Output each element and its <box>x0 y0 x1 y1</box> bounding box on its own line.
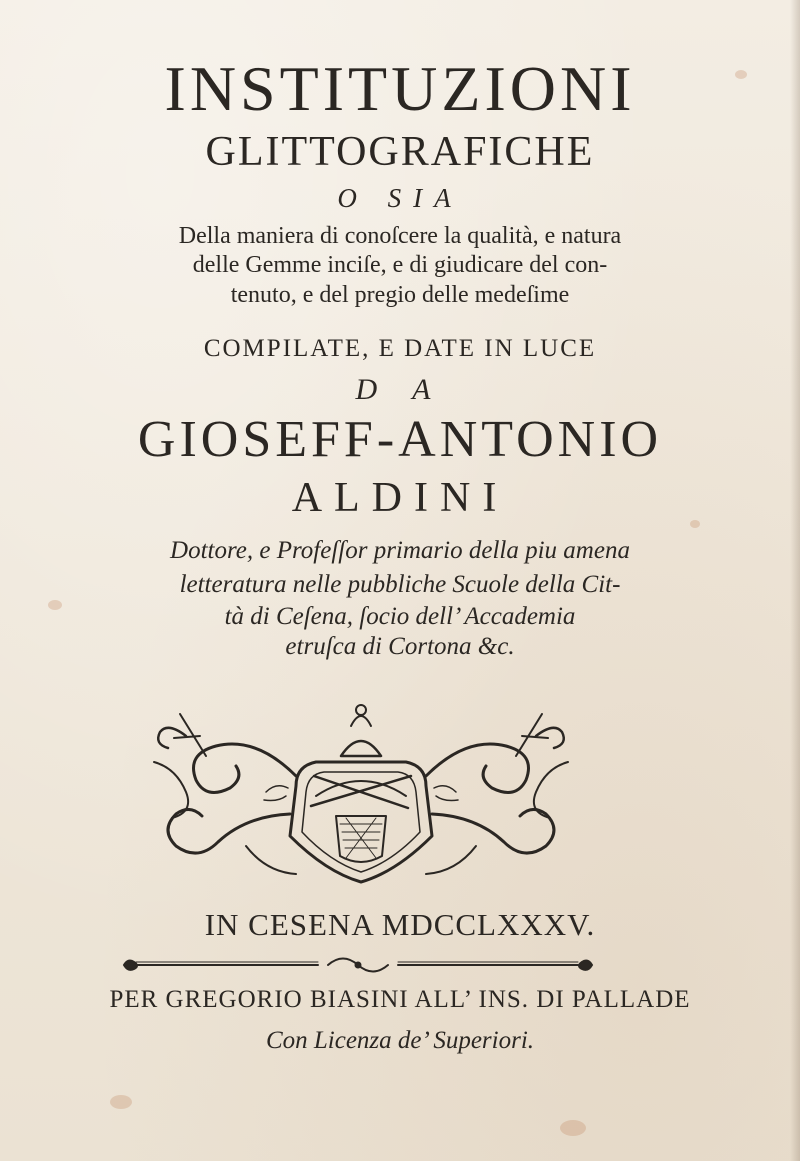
typographic-rule-icon <box>118 954 598 976</box>
printer-line: PER GREGORIO BIASINI ALL’ INS. DI PALLADE <box>109 986 691 1013</box>
foxing-spot <box>560 1120 586 1136</box>
description-line-3: tenuto, e del pregio delle medeſime <box>230 282 570 308</box>
title-line-2: GLITTOGRAFICHE <box>205 129 595 175</box>
description-line-2: delle Gemme inciſe, e di giudicare del con- <box>192 252 608 278</box>
description-line-1: Della maniera di conoſcere la qualità, e natura <box>178 223 622 249</box>
title-connector: O SIA <box>337 183 463 213</box>
title-line-1: INSTITUZIONI <box>164 53 636 124</box>
credentials-line-1: Dottore, e Profeſſor primario della piu amena <box>170 537 630 564</box>
compiled-line: COMPILATE, E DATE IN LUCE <box>203 335 597 362</box>
imprint-line: IN CESENA MDCCLXXXV. <box>204 907 596 942</box>
credentials-line-4: etruſca di Cortona &c. <box>285 633 515 660</box>
by-line: D A <box>355 373 445 406</box>
credentials-line-2: letteratura nelle pubbliche Scuole della Cit- <box>179 571 621 598</box>
foxing-spot <box>110 1095 132 1109</box>
author-name-line-2: ALDINI <box>291 475 509 521</box>
printers-device-vignette-icon <box>146 696 576 888</box>
author-name-line-1: GIOSEFF-ANTONIO <box>137 411 663 468</box>
license-line: Con Licenza de’ Superiori. <box>265 1027 535 1054</box>
credentials-line-3: tà di Ceſena, ſocio dell’ Accademia <box>224 603 576 630</box>
